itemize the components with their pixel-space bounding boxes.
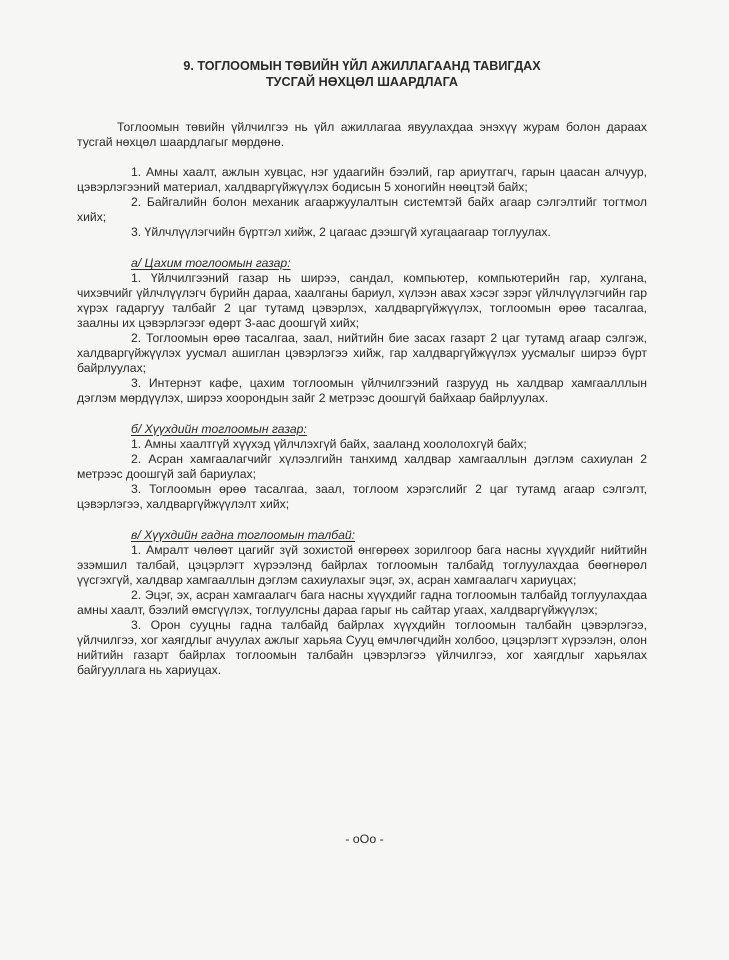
general-item-2: 2. Байгалийн болон механик агааржуулалтын системтэй байх агаар сэлгэлтийг тогтмол хийх;	[77, 195, 647, 224]
section-b-item-1: 1. Амны хаалтгүй хүүхэд үйлчлэхгүй байх, зааланд хоололохгүй байх;	[131, 437, 527, 451]
document-body	[77, 58, 647, 678]
section-b	[77, 422, 647, 512]
general-item-1: 1. Амны хаалт, ажлын хувцас, нэг удаагийн бээлий, гар ариутгагч, гарын цаасан алчуур, цэвэрлэгээний материал, халдваргүйжүүлэх бодисын 5 хоногийн нөөцтэй байх;	[77, 165, 647, 194]
document-title	[77, 58, 647, 90]
section-b-item-2: 2. Асран хамгаалагчийг хүлээлгийн танхимд халдвар хамгааллын дэглэм сахиулан 2 метрээс доошгүй зай бариулах;	[77, 452, 647, 481]
general-item-3: 3. Үйлчлүүлэгчийн бүртгэл хийж, 2 цагаас дээшгүй хугацаагаар тоглуулах.	[131, 225, 551, 239]
section-c-item-3: 3. Орон сууцны гадна талбайд байрлах хүүхдийн тоглоомын талбайн цэвэрлэгээ, үйлчилгээ, хог хаягдлыг ачуулах ажлыг харьяа Сууц өмчлөгчдийн холбоо, цэцэрлэгт хүрээлэн, олон нийтийн газарт байрлах тоглоомын талбайн цэвэрлэгээ үйлчилгээ, хог хаягдлыг харьялах байгууллага нь хариуцах.	[77, 618, 647, 677]
section-a	[77, 256, 647, 406]
section-b-item-3: 3. Тоглоомын өрөө тасалгаа, заал, тоглоом хэрэгслийг 2 цаг тутамд агаар сэлгэлт, цэвэрлэгээ, халдваргүйжүүлэлт хийх;	[77, 482, 647, 511]
section-c-heading: в/ Хүүхдийн гадна тоглоомын талбай:	[131, 528, 356, 542]
section-b-heading: б/ Хүүхдийн тоглоомын газар:	[131, 422, 307, 436]
section-a-item-2: 2. Тоглоомын өрөө тасалгаа, заал, нийтийн бие засах газарт 2 цаг тутамд агаар сэлгэж, халдваргүйжүүлэх уусмал ашиглан цэвэрлэгээ хийж, гар халдваргүйжүүлэх уусмалыг ширээ бүрт байрлуулах;	[77, 331, 647, 375]
general-requirements	[77, 165, 647, 240]
section-c-item-2: 2. Эцэг, эх, асран хамгаалагч бага насны хүүхдийг гадна тоглоомын талбайд тоглуулахдаа амны хаалт, бээлий өмсгүүлэх, тоглуулсны дараа гарыг нь сайтар угаах, халдваргүйжүүлэх;	[77, 588, 647, 617]
title-line-2: ТУСГАЙ НӨХЦӨЛ ШААРДЛАГА	[265, 75, 459, 89]
section-a-item-1: 1. Үйлчилгээний газар нь ширээ, сандал, компьютер, компьютерийн гар, хулгана, чихэвчийг үйлчлүүлэгч бүрийн дараа, хаалганы бариул, хүлээн авах хэсэг зэрэг үйлчлүүлэгчийн гар хүрэх гадаргуу талбайг 2 цаг тутамд цэвэрлэх, халдваргүйжүүлэх, тоглоомын өрөө тасалгаа, заалны их цэвэрлэгээг өдөрт 3-аас доошгүй хийх;	[77, 271, 647, 330]
title-line-1: 9. ТОГЛООМЫН ТӨВИЙН ҮЙЛ АЖИЛЛАГААНД ТАВИГДАХ	[183, 59, 541, 73]
intro-paragraph: Тоглоомын төвийн үйлчилгээ нь үйл ажиллагаа явуулахдаа энэхүү журам болон дараах тусгай нөхцөл шаардлагыг мөрдөнө.	[77, 120, 647, 149]
section-a-heading: а/ Цахим тоглоомын газар:	[131, 256, 291, 270]
section-c	[77, 528, 647, 678]
end-mark: - оОо -	[345, 832, 384, 846]
section-c-item-1: 1. Амралт чөлөөт цагийг зүй зохистой өнгөрөөх зорилгоор бага насны хүүхдийг нийтийн эзэмшил талбай, цэцэрлэгт хүрээлэнд байрлах тоглоомын талбайд тоглуулахдаа бөөгнөрөл үүсгэхгүй, халдвар хамгааллын дэглэм сахиулахыг эцэг, эх, асран хамгаалагч хариуцах;	[77, 543, 647, 587]
section-a-item-3: 3. Интернэт кафе, цахим тоглоомын үйлчилгээний газрууд нь халдвар хамгаалллын дэглэм мөрдүүлэх, ширээ хоорондын зайг 2 метрээс доошгүй байхаар байрлуулах.	[77, 376, 647, 405]
